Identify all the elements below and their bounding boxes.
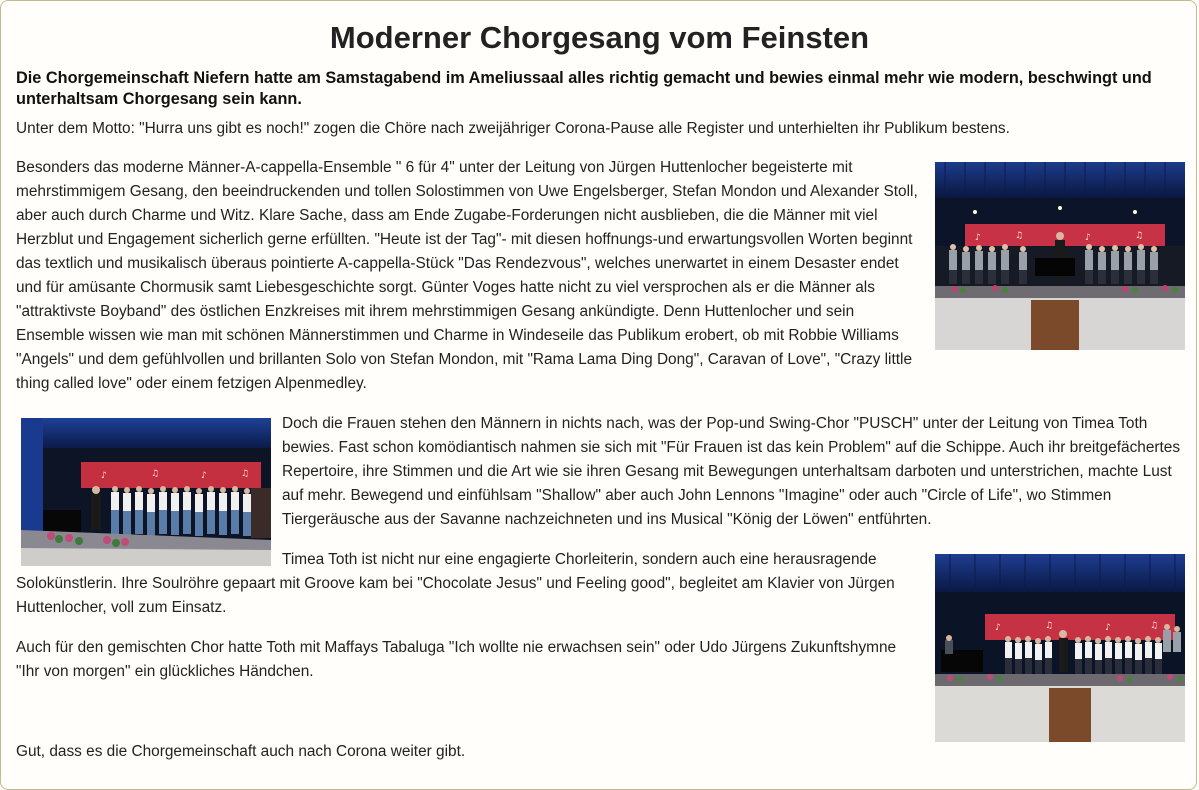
paragraph-motto: Unter dem Motto: "Hurra uns gibt es noch!" zogen die Chöre nach zweijähriger Corona-Pause alle Register und unterhielten ihr Publikum bestens. — [16, 120, 1010, 137]
svg-text:♫: ♫ — [1150, 621, 1159, 631]
article-lead: Die Chorgemeinschaft Niefern hatte am Samstagabend im Ameliussaal alles richtig gemacht und bewies einmal mehr wie modern, beschwingt und unterhaltsam Chorgesang sein kann. — [16, 69, 1152, 108]
svg-text:♪: ♪ — [101, 471, 107, 481]
paragraph-mixed-choir: Auch für den gemischten Chor hatte Toth mit Maffays Tabaluga "Ich wollte nie erwachsen sein" oder Udo Jürgens Zukunftshymne "Ihr von morgen" ein glückliches Händchen. — [16, 639, 897, 680]
paragraph-womens-choir: Doch die Frauen stehen den Männern in nichts nach, was der Pop-und Swing-Chor "PUSCH" unter der Leitung von Timea Toth bewies. Fast schon komödiantisch nahmen sie sich mit "Für Frauen ist das kein Problem" auf die Schippe. Auch ihr breitgefächertes Repertoire, ihre Stimmen und die Art wie sie ihren Gesang mit Bewegungen unterhaltsam darboten und unterstrichen, machte Lust auf mehr. Bewegend und einfühlsam "Shallow" aber auch John Lennons "Imagine" oder auch "Circle of Life", wo Stimmen Tiergeräusche aus der Savanne nachzeichneten und ins Musical "König der Löwen" entführten. — [282, 415, 1181, 528]
svg-text:♪: ♪ — [201, 471, 207, 481]
paragraph-closing: Gut, dass es die Chorgemeinschaft auch nach Corona weiter gibt. — [16, 743, 466, 760]
photo-mens-ensemble — [935, 162, 1185, 350]
svg-text:♫: ♫ — [151, 469, 160, 479]
svg-text:♫: ♫ — [241, 469, 250, 479]
svg-text:♫: ♫ — [1135, 231, 1144, 241]
svg-text:♪: ♪ — [1085, 233, 1091, 243]
svg-text:♫: ♫ — [1015, 231, 1024, 241]
paragraph-mens-ensemble: Besonders das moderne Männer-A-cappella-Ensemble " 6 für 4" unter der Leitung von Jürgen Huttenlocher begeisterte mit mehrstimmigem Gesang, den beeindruckenden und tollen Solostimmen von Uwe Engelsberger, Stefan Mondon und Alexander Stoll, aber auch durch Charme und Witz. Klare Sache, dass am Ende Zugabe-Forderungen nicht ausblieben, die die Männer mit viel Herzblut und Engagement sicherlich gerne erfüllten. "Heute ist der Tag"- mit diesen hoffnungs-und erwartungsvollen Worten beginnt das textlich und musikalisch überaus pointierte A-cappella-Stück "Das Rendezvous", welches unerwartet in einem Desaster endet und für amüsante Chormusik samt Liebesgeschichte sorgt. Günter Voges hatte nicht zu viel versprochen als er die Männer als "attraktivste Boyband" des östlichen Enzkreises mit ihrem mehrstimmigen Gesang ankündigte. Denn Huttenlocher und sein Ensemble wissen wie man mit schönen Männerstimmen und Charme in Windeseile das Publikum erobert, ob mit Robbie Williams "Angels" und dem gefühlvollen und brillanten Solo von Stefan Mondon, mit "Rama Lama Ding Dong", Caravan of Love", "Crazy little thing called love" oder einem fetzigen Alpenmedley. — [16, 159, 918, 392]
svg-text:♪: ♪ — [1105, 623, 1111, 633]
photo-mixed-choir — [935, 554, 1185, 742]
paragraph-timea-toth: Timea Toth ist nicht nur eine engagierte Chorleiterin, sondern auch eine herausragende Solokünstlerin. Ihre Soulröhre gepaart mit Groove kam bei "Chocolate Jesus" und Feeling good", begleitet am Klavier von Jürgen Huttenlocher, voll zum Einsatz. — [16, 551, 895, 616]
svg-text:♪: ♪ — [995, 623, 1001, 633]
svg-text:♪: ♪ — [975, 233, 981, 243]
photo-womens-choir — [21, 418, 271, 566]
svg-text:♫: ♫ — [1045, 621, 1054, 631]
article-title: Moderner Chorgesang vom Feinsten — [329, 20, 870, 55]
